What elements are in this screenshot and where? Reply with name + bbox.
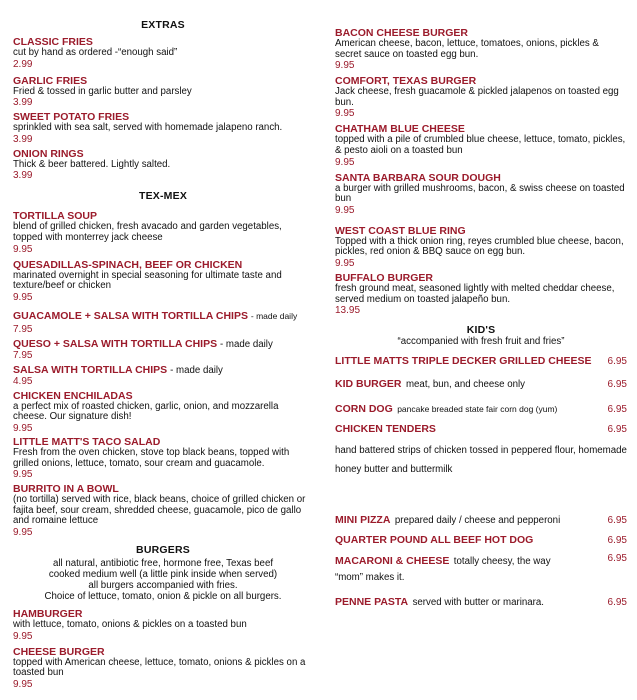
tenders-desc: hand battered strips of chicken tossed in peppered flour, homemade honey butter and buttermilk [335,445,627,476]
menu-item-queso-salsa [13,339,313,361]
item-price: 6.95 [607,535,627,547]
kids-item-corn-dog [335,399,627,417]
kids-heading: KID'S [466,324,496,337]
item-price: 7.95 [13,349,33,361]
menu-item-taco-salad [13,437,313,480]
item-note: totally cheesy, the way “mom” makes it. [335,556,551,584]
item-price: 9.95 [13,469,33,481]
item-price: 3.99 [13,133,33,145]
burgers-intro [13,558,313,602]
item-price: 6.95 [607,379,627,391]
item-title: BACON CHEESE BURGER [335,27,469,39]
item-note: served with butter or marinara. [412,597,544,609]
item-price: 9.95 [13,678,33,690]
item-price: 13.95 [335,305,361,317]
item-desc: sprinkled with sea salt, served with homemade jalapeno ranch. [13,122,283,134]
item-title: SALSA WITH TORTILLA CHIPS [13,363,168,376]
item-title: CHICKEN TENDERS [335,423,436,436]
item-desc: fresh ground meat, seasoned lightly with melted cheddar cheese, served medium on toasted jalapeño bun. [335,282,615,305]
item-price: 9.95 [335,60,355,72]
item-title: GARLIC FRIES [13,74,88,87]
item-desc: blend of grilled chicken, fresh avacado and garden vegetables, topped with monterrey jack cheese [13,221,282,243]
menu-item-burrito-bowl [13,484,313,538]
kids-item-hot-dog [335,535,627,546]
menu-item-tortilla-soup [13,211,313,254]
intro-line: all burgers accompanied with fries. [88,579,238,591]
item-note: - made daily [220,338,273,350]
item-desc: Fresh from the oven chicken, stove top black beans, topped with grilled onions, lettuce, tomato, sour cream and guacamole. [13,446,290,469]
item-desc: Thick & beer battered. Lightly salted. [13,158,171,170]
item-price: 7.95 [13,323,33,335]
item-title: MACARONI & CHEESE [335,555,450,568]
menu-item-garlic-fries [13,76,313,109]
item-title: CLASSIC FRIES [13,36,93,48]
menu-item-salsa-chips [13,365,313,387]
item-title: QUARTER POUND ALL BEEF HOT DOG [335,534,534,547]
item-price: 6.95 [607,356,627,368]
menu-item-buffalo-burger [335,273,627,316]
item-price: 9.95 [335,257,355,269]
item-price: 9.95 [335,156,355,168]
item-title: GUACAMOLE + SALSA WITH TORTILLA CHIPS [13,309,248,322]
item-title: CORN DOG [335,403,393,416]
item-desc: marinated overnight in special seasoning for ultimate taste and texture/beef or chicken [13,269,282,292]
item-title: BURRITO IN A BOWL [13,483,119,496]
item-price: 9.95 [13,630,33,642]
item-desc: topped with American cheese, lettuce, tomato, onions & pickles on a toasted bun [13,656,306,679]
item-price: 3.99 [13,170,33,182]
kids-item-kid-burger [335,374,627,392]
left-column [13,0,313,690]
item-price: 2.99 [13,58,33,70]
menu-item-comfort-texas-burger [335,76,627,119]
item-price: 9.95 [13,422,33,434]
menu-item-chicken-enchiladas [13,391,313,434]
item-title: LITTLE MATT'S TACO SALAD [13,435,161,448]
item-desc: topped with a pile of crumbled blue cheese, lettuce, tomato, pickles, & pesto aioli on a toasted bun [335,134,626,156]
item-desc: (no tortilla) served with rice, black beans, choice of grilled chicken or fajita beef, sour cream, shredded cheese, guacamole, pico de gallo and romaine lettuce [13,494,306,527]
item-price: 9.95 [335,204,355,216]
item-title: COMFORT, TEXAS BURGER [335,75,477,88]
item-desc: Jack cheese, fresh guacamole & pickled jalapenos on toasted egg bun. [335,86,619,108]
menu-item-onion-rings [13,149,313,182]
item-price: 9.95 [13,243,33,255]
intro-line: all natural, antibiotic free, hormone free, Texas beef [52,557,274,569]
menu-item-cheese-burger [13,647,313,690]
intro-line: cooked medium well (a little pink inside when served) [48,568,278,580]
item-title: SANTA BARBARA SOUR DOUGH [335,171,501,184]
kids-item-penne-pasta [335,592,627,610]
item-note: pancake breaded state fair corn dog (yum) [397,404,558,415]
extras-heading: EXTRAS [141,19,185,31]
kids-subtitle: “accompanied with fresh fruit and fries” [397,336,565,348]
menu-item-sweet-potato-fries [13,112,313,145]
kids-item-grilled-cheese [335,356,627,367]
item-title: ONION RINGS [13,147,84,160]
kids-item-mini-pizza [335,510,627,528]
item-note: - made daily [250,310,298,321]
item-price: 4.95 [13,375,33,387]
menu-item-guacamole-salsa [13,311,313,335]
item-price: 6.95 [607,597,627,609]
item-price: 9.95 [13,526,33,538]
intro-line: Choice of lettuce, tomato, onion & pickle on all burgers. [44,590,282,602]
item-title: HAMBURGER [13,607,83,620]
item-title: PENNE PASTA [335,596,409,609]
item-title: CHEESE BURGER [13,645,105,658]
item-desc: cut by hand as ordered -“enough said” [13,47,178,58]
item-price: 6.95 [607,424,627,436]
item-title: QUESADILLAS-SPINACH, BEEF OR CHICKEN [13,258,243,271]
item-desc: Fried & tossed in garlic butter and parsley [13,85,192,97]
kids-item-chicken-tenders [335,424,627,435]
menu-item-west-coast-blue-ring [335,226,627,269]
kids-item-mac-cheese [335,553,627,585]
item-title: MINI PIZZA [335,514,391,527]
menu-item-santa-barbara [335,173,627,216]
item-price: 6.95 [607,404,627,416]
item-price: 6.95 [607,553,627,565]
item-desc: American cheese, bacon, lettuce, tomatoes, onions, pickles & secret sauce on toasted egg bun. [335,38,599,60]
item-desc: Topped with a thick onion ring, reyes crumbled blue cheese, bacon, pickles, red onion & BBQ sauce on egg bun. [335,235,624,258]
item-title: LITTLE MATTS TRIPLE DECKER GRILLED CHEESE [335,355,592,368]
texmex-heading: TEX-MEX [138,190,188,203]
item-price: 6.95 [607,515,627,527]
item-title: BUFFALO BURGER [335,271,433,284]
item-title: TORTILLA SOUP [13,210,97,223]
right-column [335,0,627,610]
item-desc: a perfect mix of roasted chicken, garlic, onion, and mozzarella cheese. Our signature dish! [13,400,279,423]
item-note: - made daily [170,364,223,376]
kids-list [335,356,627,610]
item-note: prepared daily / cheese and pepperoni [394,515,561,527]
menu-item-hamburger [13,609,313,642]
item-price: 3.99 [13,97,33,109]
item-title: QUESO + SALSA WITH TORTILLA CHIPS [13,337,218,350]
item-desc: a burger with grilled mushrooms, bacon, & swiss cheese on toasted bun [335,182,625,205]
item-title: KID BURGER [335,378,402,391]
item-title: WEST COAST BLUE RING [335,224,466,237]
menu-item-chatham-blue-cheese [335,124,627,167]
item-title: CHATHAM BLUE CHEESE [335,123,465,136]
item-price: 9.95 [335,108,355,120]
menu-item-classic-fries [13,37,313,70]
item-price: 9.95 [13,291,33,303]
item-note: meat, bun, and cheese only [405,379,525,391]
item-desc: with lettuce, tomato, onions & pickles on a toasted bun [13,618,247,630]
menu-item-quesadillas [13,260,313,303]
menu-item-bacon-cheese-burger [335,28,627,71]
item-title: SWEET POTATO FRIES [13,111,130,124]
burgers-heading: BURGERS [136,543,190,556]
item-title: CHICKEN ENCHILADAS [13,389,133,402]
